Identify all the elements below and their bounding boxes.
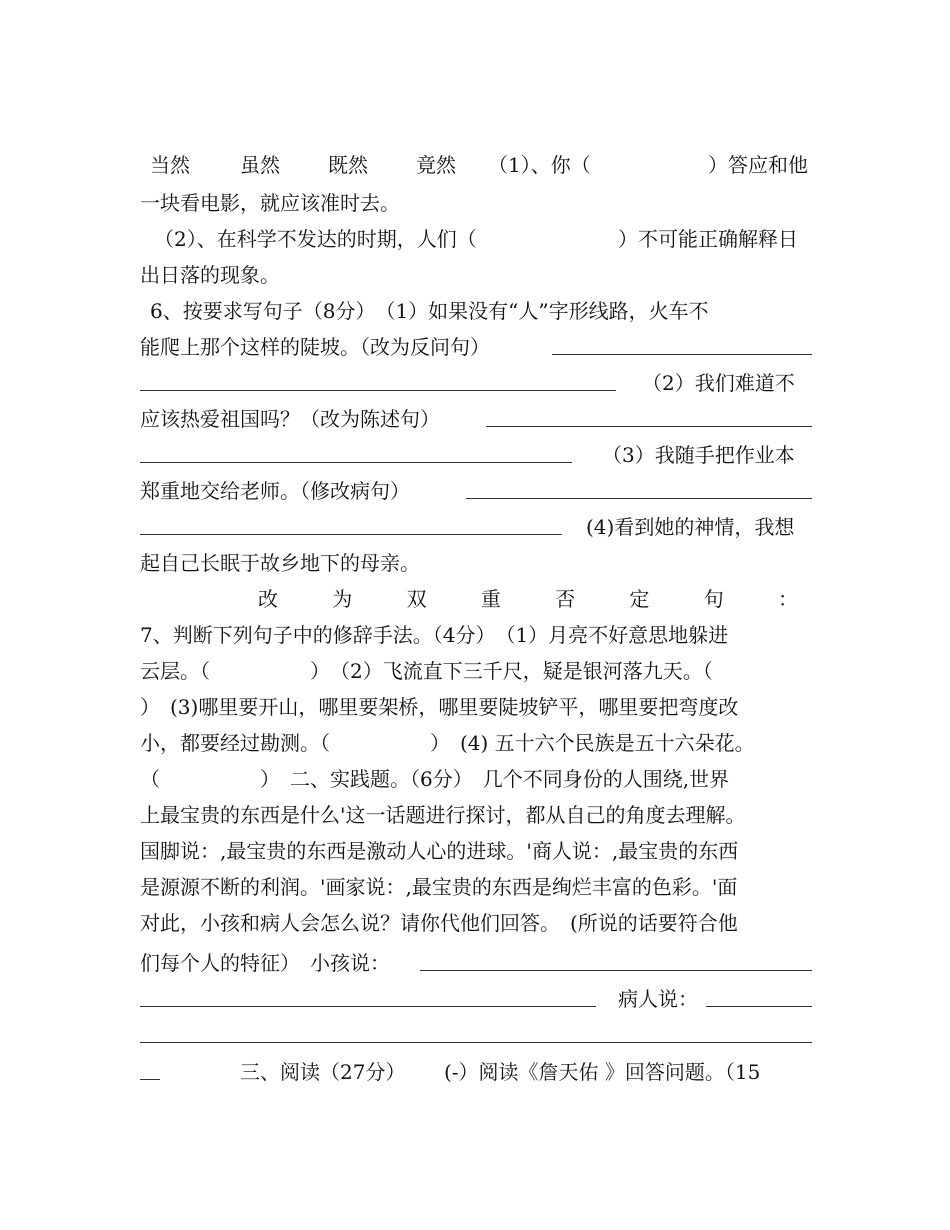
spaced-char: 重 [480, 587, 501, 611]
blank-line [140, 1017, 812, 1053]
text-line: ） (3)哪里要开山，哪里要架桥，哪里要陡坡铲平，哪里要把弯度改 [140, 695, 739, 719]
child-answer-line [140, 945, 812, 981]
spaced-char: 定 [629, 587, 650, 611]
sentence-1-text: 能爬上那个这样的陡坡。（改为反问句） [140, 335, 490, 359]
spaced-char: 否 [555, 587, 576, 611]
question-2-line [140, 221, 812, 257]
answer-blank[interactable] [140, 1017, 812, 1043]
answer-blank[interactable] [140, 365, 616, 391]
option-jingran: 竟然 [416, 153, 456, 177]
text-line: 出日落的现象。 [140, 263, 280, 287]
text-line: 云层。（ ） （2）飞流直下三千尺，疑是银河落九天。（ [140, 659, 713, 683]
section-3-heading: 三、阅读（27分） [240, 1060, 406, 1084]
spaced-char: ： [777, 587, 798, 611]
spaced-char: 为 [332, 587, 353, 611]
patient-answer-blank[interactable] [706, 981, 812, 1007]
sentence-3-text: （3）我随手把作业本 [602, 443, 795, 467]
option-suiran: 虽然 [240, 153, 280, 177]
question-2-end: ）不可能正确解释日 [618, 227, 798, 251]
text-line: 小，都要经过勘测。（ ） (4) 五十六个民族是五十六朵花。 [140, 731, 755, 755]
answer-blank[interactable] [140, 981, 596, 1007]
text-line: 是源源不断的利润。'画家说：,最宝贵的东西是绚烂丰富的色彩。'面 [140, 875, 738, 899]
option-dangran: 当然 [150, 153, 190, 177]
text-line: 起自己长眠于故乡地下的母亲。 [140, 551, 420, 575]
patient-answer-line [140, 981, 812, 1017]
answer-blank[interactable] [552, 329, 812, 355]
sentence-3-line [140, 437, 812, 473]
section-7-heading: 7、判断下列句子中的修辞手法。（4分） （1）月亮不好意思地躲进 [140, 623, 729, 647]
section-6-text: 6、按要求写句子（8分） （1）如果没有“人”字形线路，火车不 [150, 299, 709, 323]
answer-blank[interactable] [486, 401, 812, 427]
text-line: 国脚说：,最宝贵的东西是激动人心的进球。'商人说：,最宝贵的东西 [140, 839, 739, 863]
section-reading-line [140, 1054, 812, 1090]
sentence-2-cont-line [140, 401, 812, 437]
question-1-end: ）答应和他 [708, 153, 808, 177]
spaced-instruction [258, 581, 798, 617]
sentence-2-text: （2）我们难道不 [642, 371, 795, 395]
patient-says-label: 病人说： [618, 987, 698, 1011]
question-2-start: （2）、在科学不发达的时期，人们（ [154, 227, 477, 251]
answer-blank[interactable] [140, 437, 572, 463]
text-line: 一块看电影，就应该准时去。 [140, 191, 400, 215]
answer-blank[interactable] [140, 1054, 160, 1080]
sentence-2-line [140, 365, 812, 401]
sentence-1-line [140, 329, 812, 365]
option-jiran: 既然 [328, 153, 368, 177]
text-line: 上最宝贵的东西是什么'这一话题进行探讨，都从自己的角度去理解。 [140, 803, 746, 827]
sentence-4-text: (4)看到她的神情，我想 [586, 515, 795, 539]
reading-instruction: (-）阅读《詹天佑 》回答问题。（15 [444, 1060, 761, 1084]
question-1-start: （1）、你（ [488, 153, 591, 177]
child-answer-blank[interactable] [420, 945, 812, 971]
section-6-heading [140, 293, 812, 329]
spaced-char: 改 [258, 587, 278, 611]
sentence-3-cont: 郑重地交给老师。（修改病句） [140, 479, 410, 503]
conjunction-options-line [140, 147, 812, 183]
sentence-4-line [140, 509, 812, 545]
text-line: 对此，小孩和病人会怎么说？请你代他们回答。 (所说的话要符合他 [140, 911, 738, 935]
sentence-2-cont: 应该热爱祖国吗？（改为陈述句） [140, 407, 440, 431]
sentence-3-cont-line [140, 473, 812, 509]
spaced-char: 句 [703, 587, 724, 611]
spaced-char: 双 [406, 587, 427, 611]
answer-blank[interactable] [466, 473, 812, 499]
answer-blank[interactable] [140, 509, 562, 535]
child-says-label: 们每个人的特征） 小孩说： [140, 951, 390, 975]
section-practice-line: （ ） 二、实践题。（6分） 几个不同身份的人围绕,世界 [140, 767, 730, 791]
